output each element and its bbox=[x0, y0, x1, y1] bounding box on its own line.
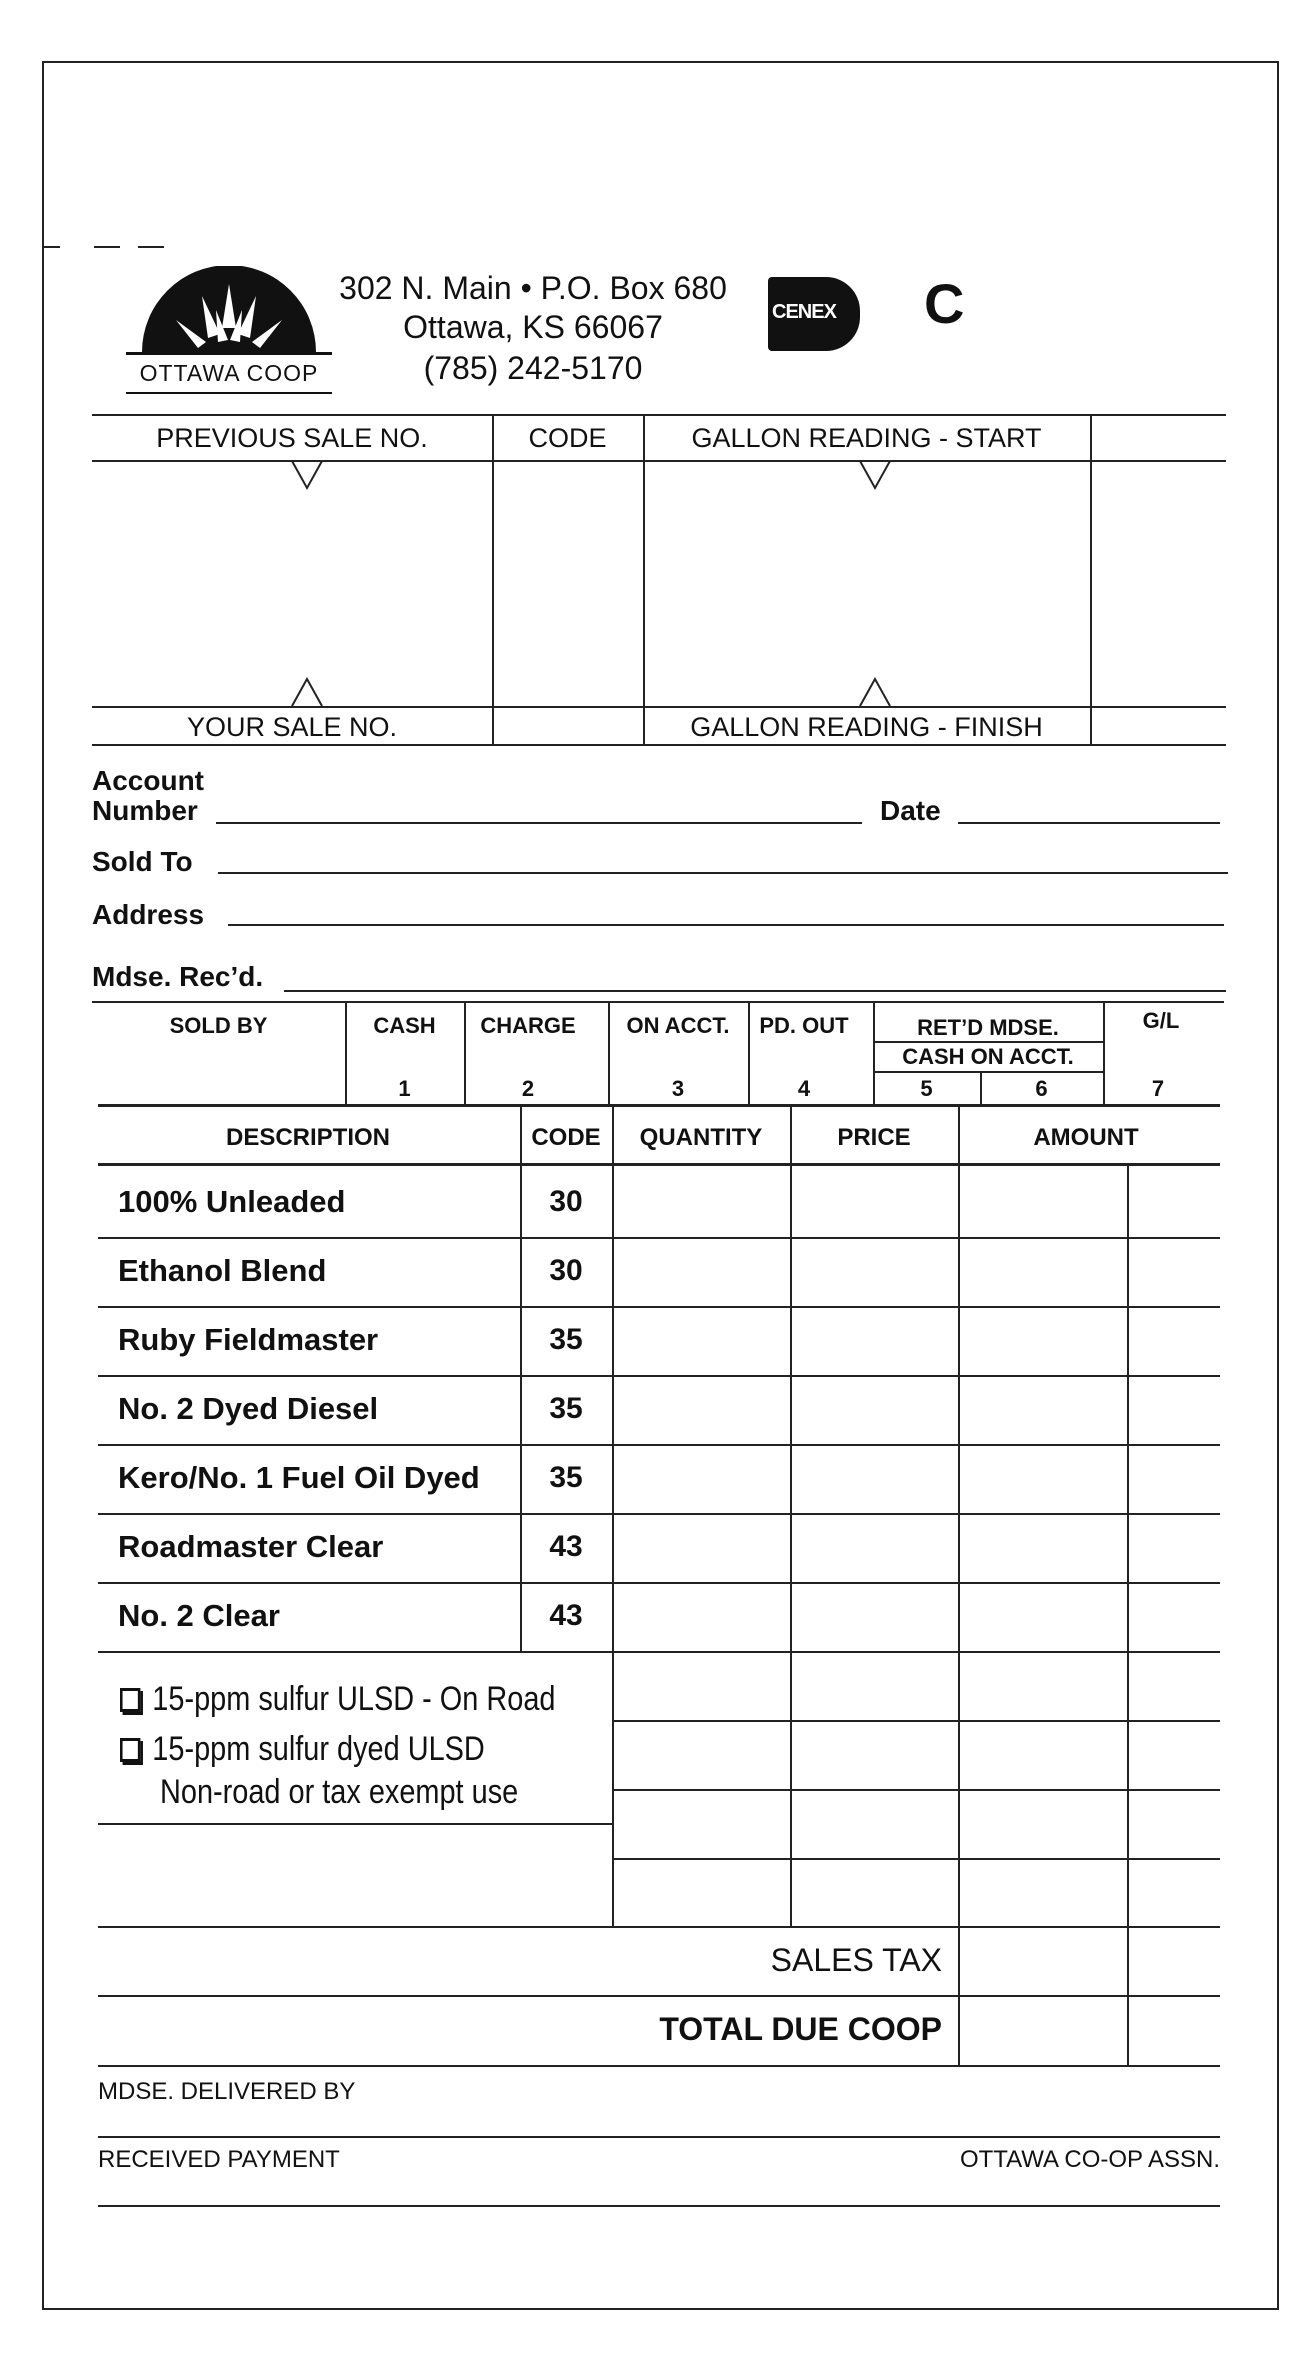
delivered-by-line[interactable] bbox=[98, 2136, 1220, 2138]
product-code: 43 bbox=[549, 1599, 583, 1632]
options-bottom-line bbox=[98, 1823, 612, 1825]
amount-header: AMOUNT bbox=[1033, 1124, 1139, 1151]
cenex-logo bbox=[768, 277, 860, 351]
option-on-road-label: 15-ppm sulfur ULSD - On Road bbox=[152, 1680, 556, 1718]
sales-tax-label: SALES TAX bbox=[770, 1942, 942, 1978]
previous-sale-label: PREVIOUS SALE NO. bbox=[156, 423, 428, 453]
product-description: No. 2 Dyed Diesel bbox=[118, 1391, 379, 1426]
option-dyed-label: 15-ppm sulfur dyed ULSD bbox=[152, 1730, 485, 1768]
tear-mark bbox=[94, 246, 120, 248]
pd-out-number: 4 bbox=[797, 1076, 811, 1101]
table-row-line bbox=[98, 1306, 1220, 1308]
payment-row-top bbox=[92, 1001, 1224, 1003]
notch-marker bbox=[858, 460, 892, 492]
sold-to-label: Sold To bbox=[92, 846, 193, 877]
table-row-line bbox=[98, 1444, 1220, 1446]
cash-on-acct-number: 6 bbox=[1035, 1076, 1048, 1101]
mdse-recd-field[interactable] bbox=[284, 990, 1226, 992]
table-row-line bbox=[98, 1926, 1220, 1928]
price-column-divider bbox=[790, 1104, 792, 1927]
delivered-by-label: MDSE. DELIVERED BY bbox=[98, 2078, 356, 2105]
notch-marker bbox=[858, 677, 892, 707]
notch-marker bbox=[290, 677, 324, 707]
date-field[interactable] bbox=[958, 822, 1220, 824]
table-row-line bbox=[98, 1651, 1220, 1653]
product-description: 100% Unleaded bbox=[118, 1184, 346, 1219]
charge-label: CHARGE bbox=[480, 1013, 576, 1038]
city-state-zip: Ottawa, KS 66067 bbox=[403, 309, 663, 345]
logo-text: OTTAWA COOP bbox=[139, 360, 319, 386]
option-dyed-note: Non-road or tax exempt use bbox=[160, 1773, 519, 1811]
cash-number: 1 bbox=[398, 1076, 411, 1101]
product-code: 30 bbox=[549, 1185, 583, 1218]
table-row-line bbox=[98, 1582, 1220, 1584]
retd-number: 5 bbox=[920, 1076, 933, 1101]
reading-box-footer-line bbox=[92, 706, 1226, 708]
table-row-line bbox=[98, 2065, 1220, 2067]
description-header: DESCRIPTION bbox=[225, 1124, 390, 1151]
cash-on-acct-label: CASH ON ACCT. bbox=[902, 1044, 1074, 1069]
reading-box-top bbox=[92, 414, 1226, 416]
code-header: CODE bbox=[531, 1124, 601, 1151]
option-on-road[interactable] bbox=[120, 1682, 555, 1716]
tear-mark bbox=[42, 246, 60, 248]
product-description: Kero/No. 1 Fuel Oil Dyed bbox=[118, 1460, 480, 1495]
address-line: 302 N. Main • P.O. Box 680 bbox=[339, 270, 727, 306]
product-description: Roadmaster Clear bbox=[118, 1529, 384, 1564]
cash-on-acct-underline bbox=[873, 1071, 1103, 1073]
phone-number: (785) 242-5170 bbox=[423, 350, 643, 386]
product-code: 43 bbox=[549, 1530, 583, 1563]
account-label: Number bbox=[92, 795, 198, 826]
gallon-finish-label: GALLON READING - FINISH bbox=[690, 712, 1043, 742]
retd-mdse-underline bbox=[873, 1041, 1103, 1043]
table-row-line bbox=[98, 1513, 1220, 1515]
company-name: OTTAWA CO-OP ASSN. bbox=[959, 2146, 1220, 2173]
address-field[interactable] bbox=[228, 924, 1224, 926]
account-label: Account bbox=[92, 765, 204, 796]
table-row-line bbox=[98, 1237, 1220, 1239]
charge-number: 2 bbox=[521, 1076, 535, 1101]
on-acct-label: ON ACCT. bbox=[626, 1013, 730, 1038]
cents-column-divider bbox=[1127, 1163, 1129, 2065]
your-sale-label: YOUR SALE NO. bbox=[186, 712, 398, 742]
option-dyed[interactable] bbox=[120, 1732, 485, 1766]
pd-out-label: PD. OUT bbox=[759, 1013, 849, 1038]
checkbox-icon[interactable] bbox=[120, 1688, 140, 1712]
received-payment-line[interactable] bbox=[98, 2205, 1220, 2207]
product-code: 35 bbox=[549, 1323, 583, 1356]
reading-box-divider bbox=[643, 414, 645, 744]
product-code: 35 bbox=[549, 1392, 583, 1425]
reading-box-divider bbox=[1090, 414, 1092, 744]
table-row-line bbox=[612, 1720, 1220, 1722]
table-row-line bbox=[612, 1858, 1220, 1860]
table-top bbox=[98, 1104, 1220, 1107]
product-code: 35 bbox=[549, 1461, 583, 1494]
on-acct-number: 3 bbox=[671, 1076, 685, 1101]
checkbox-icon[interactable] bbox=[120, 1738, 140, 1762]
gl-label: G/L bbox=[1142, 1008, 1180, 1033]
address-label: Address bbox=[92, 899, 205, 930]
quantity-column-divider bbox=[612, 1104, 614, 1927]
total-due-label: TOTAL DUE COOP bbox=[659, 2011, 942, 2047]
cenex-logo-text: CENEX bbox=[772, 301, 836, 323]
reading-box-bottom bbox=[92, 744, 1226, 746]
sold-by-label: SOLD BY bbox=[169, 1013, 268, 1038]
table-row-line bbox=[612, 1789, 1220, 1791]
product-code: 30 bbox=[549, 1254, 583, 1287]
product-description: No. 2 Clear bbox=[118, 1598, 280, 1633]
received-payment-label: RECEIVED PAYMENT bbox=[98, 2146, 340, 2173]
code-label: CODE bbox=[528, 423, 607, 453]
notch-marker bbox=[290, 460, 324, 492]
copy-letter: C bbox=[924, 272, 965, 335]
mdse-recd-label: Mdse. Rec’d. bbox=[92, 961, 264, 992]
gl-number: 7 bbox=[1151, 1076, 1165, 1101]
reading-box-divider bbox=[492, 414, 494, 744]
reading-box-header-line bbox=[92, 460, 1226, 462]
table-header-bottom bbox=[98, 1163, 1220, 1166]
amount-column-divider bbox=[958, 1104, 960, 2065]
sold-to-field[interactable] bbox=[218, 872, 1228, 874]
retd-mdse-label: RET’D MDSE. bbox=[917, 1015, 1059, 1040]
table-row-line bbox=[98, 1995, 1220, 1997]
product-description: Ethanol Blend bbox=[118, 1253, 327, 1288]
table-row-line bbox=[98, 1375, 1220, 1377]
date-label: Date bbox=[880, 795, 941, 826]
tear-mark bbox=[138, 246, 164, 248]
product-description: Ruby Fieldmaster bbox=[118, 1322, 379, 1357]
gallon-start-label: GALLON READING - START bbox=[691, 423, 1042, 453]
price-header: PRICE bbox=[837, 1124, 911, 1151]
cash-label: CASH bbox=[373, 1013, 436, 1038]
quantity-header: QUANTITY bbox=[639, 1124, 763, 1151]
account-number-field[interactable] bbox=[216, 822, 862, 824]
